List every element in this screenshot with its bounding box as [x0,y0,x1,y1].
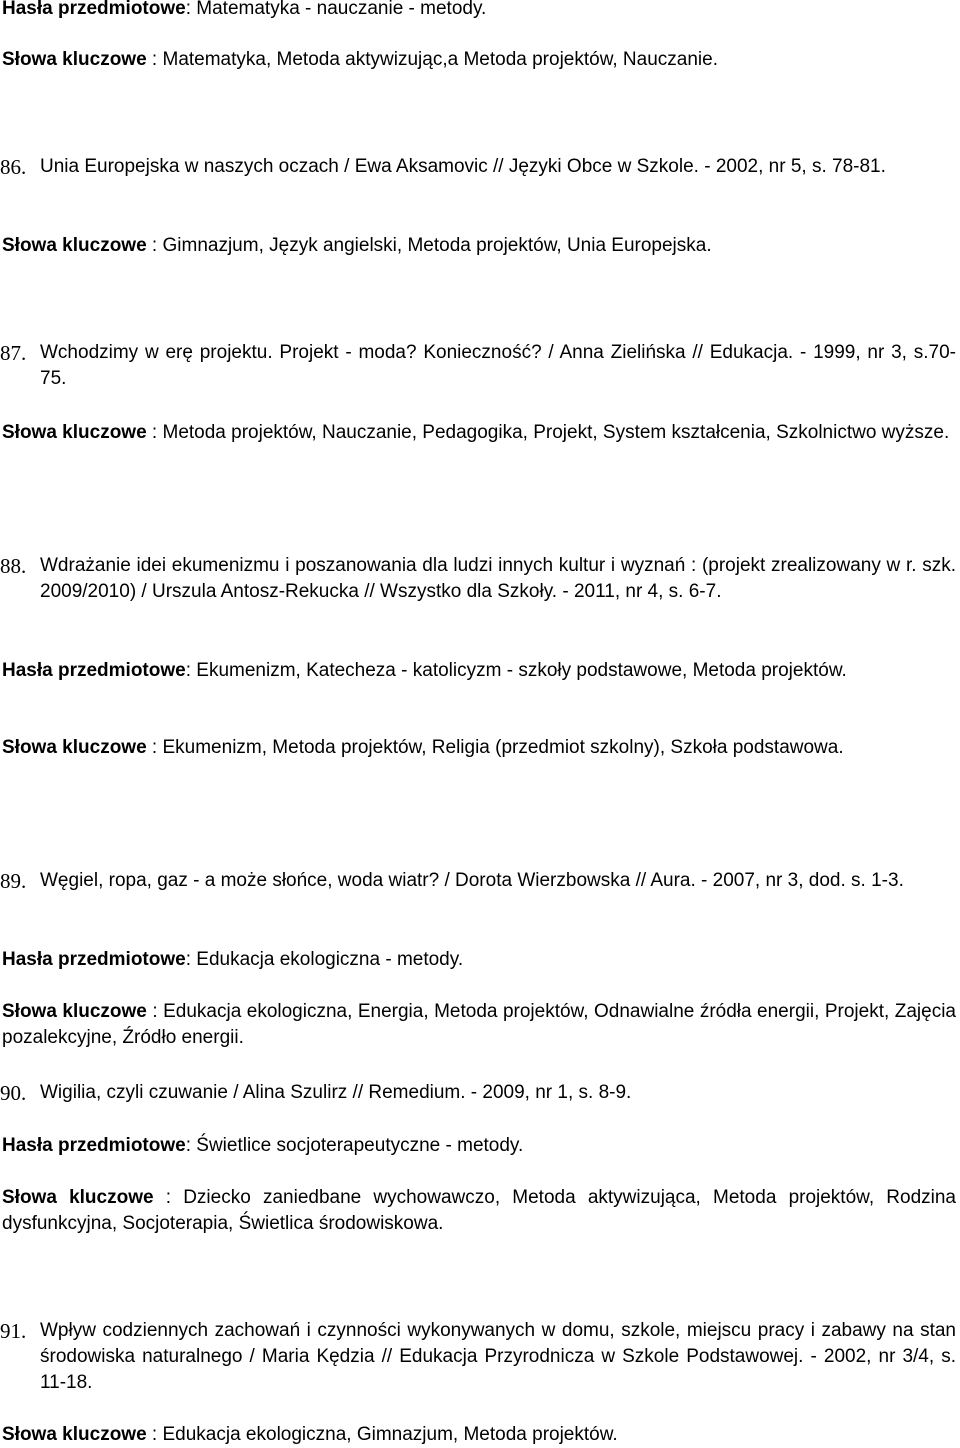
entry-citation: Wpływ codziennych zachowań i czynności wykonywanych w domu, szkole, miejscu pracy i zabawy na stan środowiska naturalnego / Maria Kędzia // Edukacja Przyrodnicza w Szkole Podstawowej. - 2002, nr 3/4, s. 11-18. [40,1320,956,1393]
entry-citation: Węgiel, ropa, gaz - a może słońce, woda wiatr? / Dorota Wierzbowska // Aura. - 2007, nr 3, dod. s. 1-3. [40,870,904,891]
slowa-label: Słowa kluczowe [2,1001,147,1022]
hasla-line-90 [2,1133,956,1159]
entry-citation: Unia Europejska w naszych oczach / Ewa Aksamovic // Języki Obce w Szkole. - 2002, nr 5, s. 78-81. [40,156,886,177]
hasla-line-top [2,0,956,22]
entry-number: 90. [0,1081,27,1105]
slowa-label: Słowa kluczowe [2,49,147,70]
bib-entry-87 [0,340,956,392]
slowa-line-86 [2,233,956,259]
hasla-label: Hasła przedmiotowe [2,1135,186,1156]
hasla-label: Hasła przedmiotowe [2,949,186,970]
hasla-label: Hasła przedmiotowe [2,0,186,19]
slowa-label: Słowa kluczowe [2,737,147,758]
bib-entry-90 [0,1080,956,1106]
slowa-text: : Edukacja ekologiczna, Energia, Metoda projektów, Odnawialne źródła energii, Projekt, Zajęcia pozalekcyjne, Źródło energii. [2,1001,956,1048]
hasla-label: Hasła przedmiotowe [2,660,186,681]
slowa-label: Słowa kluczowe [2,1187,154,1208]
slowa-label: Słowa kluczowe [2,422,147,443]
entry-citation: Wdrażanie idei ekumenizmu i poszanowania dla ludzi innych kultur i wyznań : (projekt zrealizowany w r. szk. 2009/2010) / Urszula Antosz-Rekucka // Wszystko dla Szkoły. - 2011, nr 4, s. 6-7. [40,555,956,602]
hasla-line-88 [2,658,956,684]
entry-citation: Wigilia, czyli czuwanie / Alina Szulirz // Remedium. - 2009, nr 1, s. 8-9. [40,1082,632,1103]
hasla-text: : Matematyka - nauczanie - metody. [185,0,487,19]
slowa-text: : Edukacja ekologiczna, Gimnazjum, Metoda projektów. [146,1424,618,1445]
bib-entry-86 [0,154,956,180]
hasla-text: : Świetlice socjoterapeutyczne - metody. [185,1135,524,1156]
entry-citation: Wchodzimy w erę projektu. Projekt - moda? Konieczność? / Anna Zielińska // Edukacja. - 1999, nr 3, s.70-75. [40,342,956,389]
slowa-label: Słowa kluczowe [2,235,147,256]
slowa-line-87 [2,420,956,446]
hasla-line-89 [2,947,956,973]
slowa-line-top [2,47,956,73]
slowa-line-89 [2,999,956,1051]
slowa-line-90 [2,1185,956,1237]
slowa-text: : Matematyka, Metoda aktywizując,a Metoda projektów, Nauczanie. [146,49,718,70]
entry-number: 89. [0,869,27,893]
slowa-line-88 [2,735,956,761]
entry-number: 86. [0,155,27,179]
entry-number: 88. [0,554,27,578]
entry-number: 91. [0,1319,27,1343]
slowa-text: : Dziecko zaniedbane wychowawczo, Metoda aktywizująca, Metoda projektów, Rodzina dysfunkcyjna, Socjoterapia, Świetlica środowiskowa. [2,1187,956,1234]
slowa-text: : Ekumenizm, Metoda projektów, Religia (przedmiot szkolny), Szkoła podstawowa. [146,737,844,758]
bib-entry-91 [0,1318,956,1396]
bib-entry-89 [0,868,956,894]
slowa-text: : Gimnazjum, Język angielski, Metoda projektów, Unia Europejska. [146,235,712,256]
entry-number: 87. [0,341,27,365]
slowa-line-91 [2,1422,956,1448]
hasla-text: : Ekumenizm, Katecheza - katolicyzm - szkoły podstawowe, Metoda projektów. [185,660,847,681]
slowa-label: Słowa kluczowe [2,1424,147,1445]
hasla-text: : Edukacja ekologiczna - metody. [185,949,464,970]
bib-entry-88 [0,553,956,605]
slowa-text: : Metoda projektów, Nauczanie, Pedagogika, Projekt, System kształcenia, Szkolnictwo wyższe. [146,422,950,443]
